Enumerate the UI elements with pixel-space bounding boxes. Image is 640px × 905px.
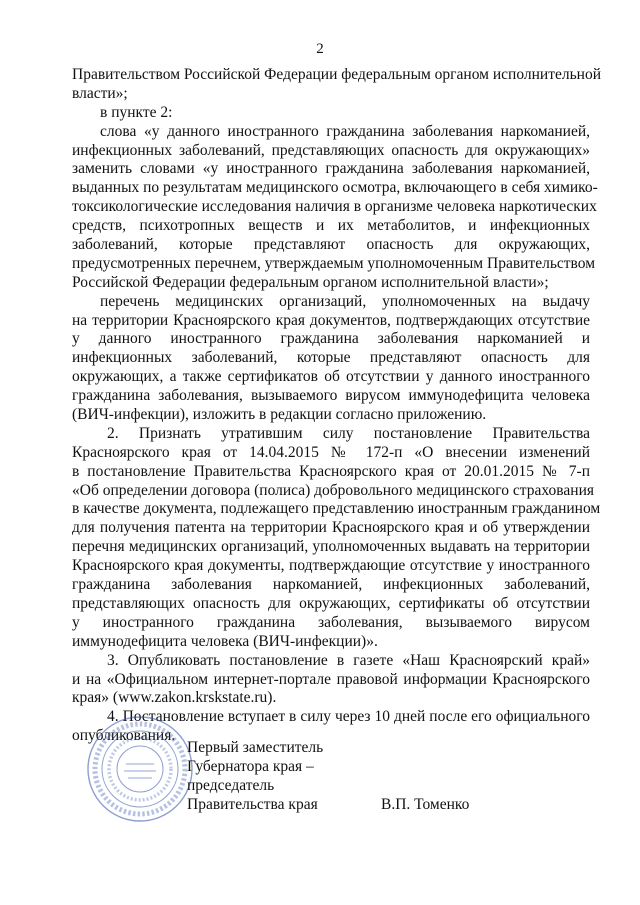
- text-line: Красноярского края документы, подтверждающие отсутствие у иностранного: [72, 557, 590, 575]
- text-line: (ВИЧ-инфекции), изложить в редакции согласно приложению.: [72, 406, 487, 424]
- signer-name: В.П. Томенко: [381, 796, 470, 813]
- seal-inner-band: [109, 738, 171, 800]
- text-line: выданных по результатам медицинского осмотра, включающего в себя химико-: [72, 179, 598, 197]
- text-line: опубликования.: [72, 727, 176, 745]
- text-line: иммунодефицита человека (ВИЧ-инфекции)».: [72, 632, 378, 650]
- text-line: у иностранного гражданина заболевания, вызываемого вирусом: [72, 613, 590, 631]
- text-line: представляющих опасность для окружающих, сертификаты об отсутствии: [72, 594, 590, 612]
- text-line: у данного иностранного гражданина заболевания наркоманией и: [72, 330, 590, 348]
- text-line: «Об определении договора (полиса) добровольного медицинского страхования: [72, 481, 594, 499]
- text-line: слова «у данного иностранного гражданина заболевания наркоманией,: [100, 122, 590, 140]
- text-line: инфекционных заболеваний, представляющих опасность для окружающих»: [72, 141, 590, 159]
- text-line: края» (www.zakon.krskstate.ru).: [72, 689, 277, 707]
- text-line: Российской Федерации федеральным органом исполнительной власти»;: [72, 273, 549, 291]
- official-seal: [86, 715, 194, 823]
- page-number: 2: [316, 41, 324, 57]
- signer-title-line: Правительства края: [187, 795, 318, 813]
- text-line: в качестве документа, подлежащего представлению иностранным гражданином: [72, 500, 601, 518]
- seal-inner-ring: [117, 746, 163, 792]
- text-line: на территории Красноярского края документов, подтверждающих отсутствие: [72, 311, 590, 329]
- text-line: перечень медицинских организаций, уполномоченных на выдачу: [100, 292, 590, 310]
- text-line: 4. Постановление вступает в силу через 10 дней после его официального: [107, 708, 590, 726]
- text-line: инфекционных заболеваний, которые представляют опасность для: [72, 349, 590, 367]
- text-line: заболеваний, которые представляют опасность для окружающих,: [72, 236, 590, 254]
- signer-title-line: Первый заместитель: [187, 739, 324, 756]
- text-line: Правительством Российской Федерации федеральным органом исполнительной: [72, 66, 601, 83]
- seal-outer-ring: [88, 717, 192, 821]
- signer-title-line: Губернатора края –: [187, 757, 314, 775]
- seal-middle-ring: [102, 731, 178, 807]
- text-line: окружающих, а также сертификатов об отсутствии у данного иностранного: [72, 368, 590, 386]
- text-line: токсикологические исследования наличия в организме человека наркотических: [72, 198, 597, 216]
- text-line: предусмотренных перечнем, утверждаемым уполномоченным Правительством: [72, 254, 596, 272]
- text-line: Красноярского края от 14.04.2015 № 172-п «О внесении изменений: [72, 443, 590, 461]
- text-line: гражданина заболевания наркоманией, инфекционных заболеваний,: [72, 576, 590, 594]
- text-line: и на «Официальном интернет-портале правовой информации Красноярского: [72, 670, 590, 688]
- text-line: для получения патента на территории Красноярского края и об утверждении: [72, 519, 590, 537]
- text-line: гражданина заболевания, вызываемого вирусом иммунодефицита человека: [72, 387, 590, 405]
- signature-block: [187, 739, 323, 815]
- text-line: в пункте 2:: [100, 103, 173, 121]
- signer-title-line: председатель: [187, 776, 275, 794]
- text-line: власти»;: [72, 84, 128, 102]
- text-line: средств, психотропных веществ и их метаболитов, и инфекционных: [72, 217, 590, 235]
- text-line: заменить словами «у иностранного гражданина заболевания наркоманией,: [72, 160, 590, 178]
- document-body: [72, 66, 601, 746]
- text-line: 3. Опубликовать постановление в газете «Наш Красноярский край»: [107, 651, 590, 669]
- text-line: перечня медицинских организаций, уполномоченных выдавать на территории: [72, 538, 590, 556]
- text-line: 2. Признать утратившим силу постановление Правительства: [107, 424, 590, 442]
- text-line: в постановление Правительства Красноярского края от 20.01.2015 № 7-п: [72, 462, 590, 480]
